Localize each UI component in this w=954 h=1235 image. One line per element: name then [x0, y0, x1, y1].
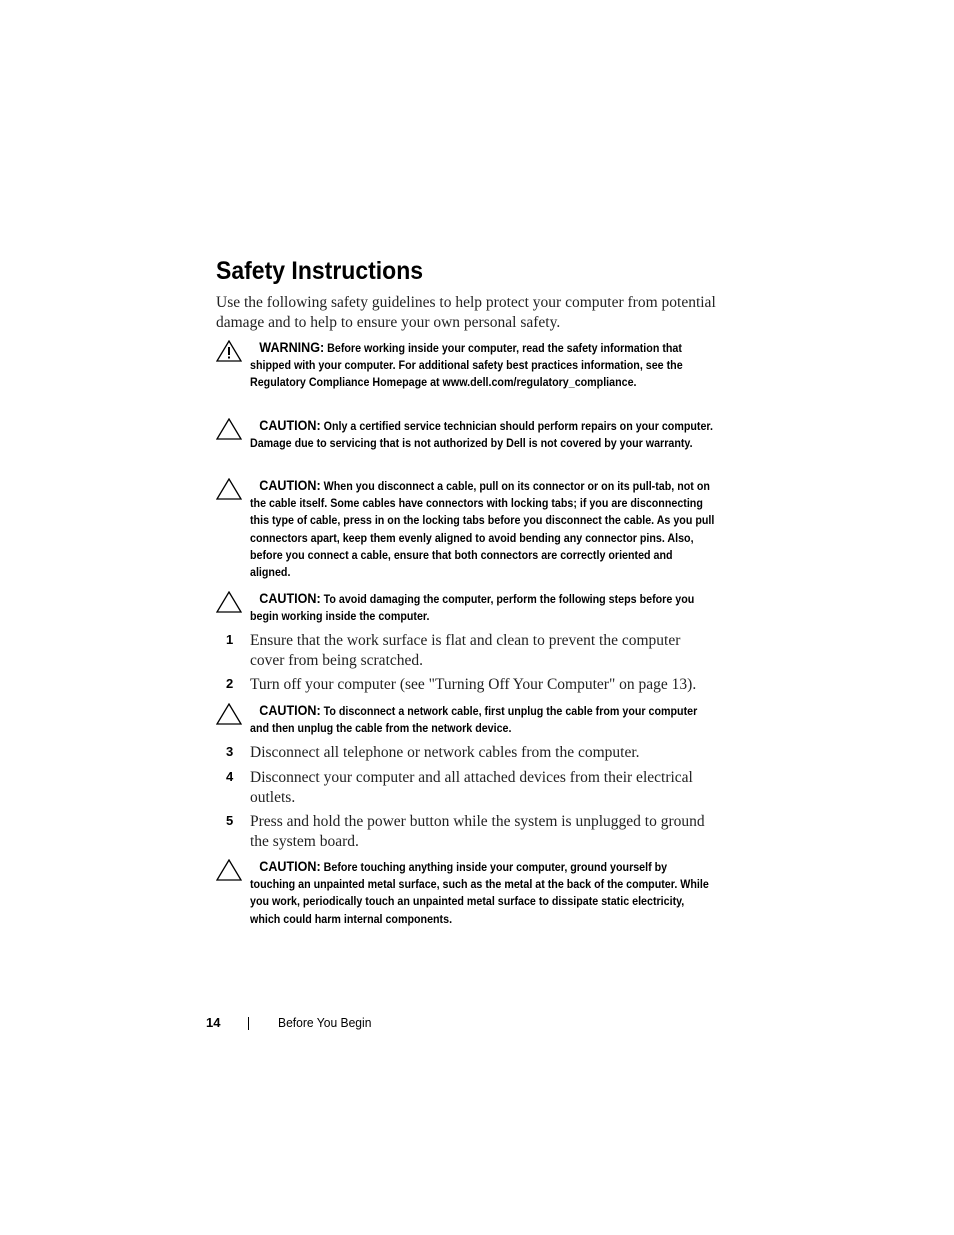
step-number: 4 — [226, 769, 234, 784]
notice-label: CAUTION: — [259, 703, 321, 718]
notice-text: To avoid damaging the computer, perform the following steps before you begin working inside the computer. — [250, 594, 695, 624]
step-number: 2 — [226, 676, 234, 691]
caution-icon — [216, 418, 242, 440]
caution-notice — [216, 477, 716, 582]
footer-section-title: Before You Begin — [278, 1015, 372, 1030]
notice-text: To disconnect a network cable, first unplug the cable from your computer and then unplug the cable from the network device. — [250, 706, 698, 736]
notice-text: When you disconnect a cable, pull on its connector or on its pull-tab, not on the cable itself. Some cables have connectors with locking tabs; if you are disconnecting this type of cable, press in on the locking tabs before you disconnect the cable. As you pull connectors apart, keep them evenly aligned to avoid bending any connector pins. Also, before you connect a cable, ensure that both connectors are correctly oriented and aligned. — [250, 481, 715, 580]
warning-notice — [216, 339, 716, 393]
step-text: Disconnect your computer and all attached devices from their electrical outlets. — [250, 769, 693, 806]
notice-label: CAUTION: — [259, 591, 321, 606]
list-item — [226, 743, 716, 763]
step-number: 1 — [226, 632, 234, 647]
notice-text: Before touching anything inside your computer, ground yourself by touching an unpainted metal surface, such as the metal at the back of the computer. While you work, periodically touch an unpainted metal surface to dissipate static electricity, which could harm internal components. — [250, 862, 709, 926]
caution-notice — [216, 858, 716, 929]
list-item — [226, 812, 716, 851]
notice-text: Only a certified service technician should perform repairs on your computer. Damage due to servicing that is not authorized by Dell is not covered by your warranty. — [250, 421, 713, 451]
footer-divider — [248, 1017, 249, 1030]
caution-notice — [216, 417, 716, 453]
step-number: 3 — [226, 744, 234, 759]
list-item — [226, 768, 716, 807]
page-title: Safety Instructions — [216, 257, 424, 285]
step-text: Disconnect all telephone or network cables from the computer. — [250, 744, 640, 761]
page-number: 14 — [206, 1015, 221, 1030]
list-item — [226, 631, 716, 670]
step-text: Turn off your computer (see "Turning Off Your Computer" on page 13). — [250, 676, 697, 693]
caution-icon — [216, 703, 242, 725]
caution-icon — [216, 478, 242, 500]
step-text: Press and hold the power button while the system is unplugged to ground the system board. — [250, 813, 705, 850]
intro-paragraph: Use the following safety guidelines to help protect your computer from potential damage and to help to ensure your own personal safety. — [216, 294, 716, 331]
caution-notice — [216, 702, 716, 738]
step-text: Ensure that the work surface is flat and clean to prevent the computer cover from being scratched. — [250, 632, 681, 669]
notice-label: CAUTION: — [259, 859, 321, 874]
warning-icon — [216, 340, 242, 362]
step-number: 5 — [226, 813, 234, 828]
caution-icon — [216, 859, 242, 881]
notice-text: Before working inside your computer, read the safety information that shipped with your computer. For additional safety best practices information, see the Regulatory Compliance Homepage at www.dell.com/regulatory_compliance. — [250, 343, 683, 390]
list-item — [226, 675, 716, 695]
notice-label: WARNING: — [259, 340, 325, 355]
notice-label: CAUTION: — [259, 478, 321, 493]
notice-label: CAUTION: — [259, 418, 321, 433]
caution-notice — [216, 590, 716, 626]
caution-icon — [216, 591, 242, 613]
